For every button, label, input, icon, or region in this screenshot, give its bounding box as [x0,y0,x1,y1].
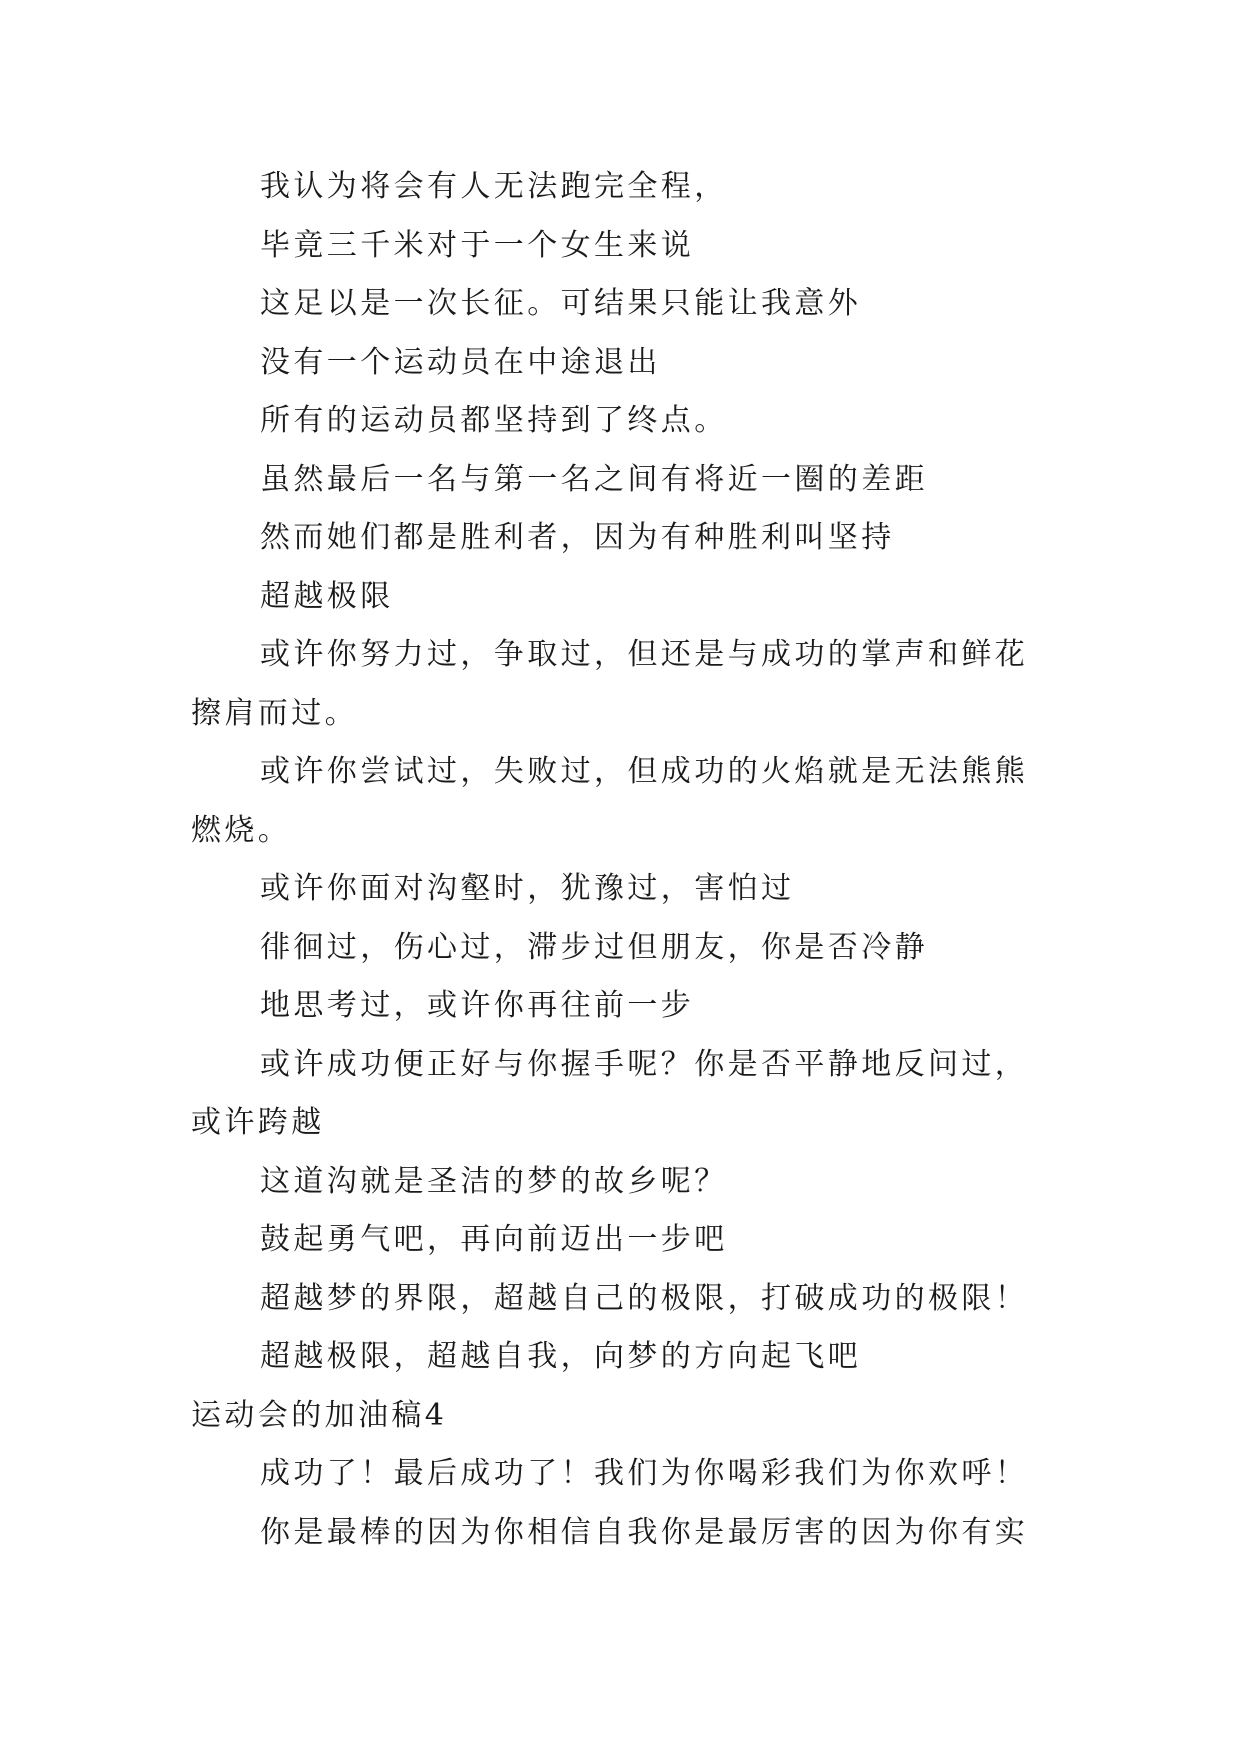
paragraph: 成功了！最后成功了！我们为你喝彩我们为你欢呼！ [260,1456,1029,1491]
paragraph: 鼓起勇气吧，再向前迈出一步吧 [260,1222,728,1257]
paragraph: 或许你努力过，争取过，但还是与成功的掌声和鲜花擦肩而过。 [191,637,1029,731]
document-body [191,158,1061,1562]
paragraph: 徘徊过，伤心过，滞步过但朋友，你是否冷静 [260,929,928,965]
paragraph: 我认为将会有人无法跑完全程， [260,169,728,204]
paragraph: 地思考过，或许你再往前一步 [260,988,695,1023]
paragraph: 这足以是一次长征。可结果只能让我意外 [260,286,862,321]
paragraph: 然而她们都是胜利者，因为有种胜利叫坚持 [260,520,895,555]
paragraph: 或许你尝试过，失败过，但成功的火焰就是无法熊熊燃烧。 [191,754,1029,848]
paragraph: 这道沟就是圣洁的梦的故乡呢？ [260,1163,728,1199]
paragraph: 虽然最后一名与第一名之间有将近一圈的差距 [260,461,928,497]
paragraph: 超越梦的界限，超越自己的极限，打破成功的极限！ [260,1280,1029,1316]
paragraph: 你是最棒的因为你相信自我你是最厉害的因为你有实 [260,1514,1029,1550]
paragraph: 或许你面对沟壑时，犹豫过，害怕过 [260,871,795,906]
section-title: 运动会的加油稿4 [191,1397,448,1433]
paragraph: 毕竟三千米对于一个女生来说 [260,227,695,263]
paragraph: 所有的运动员都坚持到了终点。 [260,403,728,438]
paragraph: 超越极限 [260,578,394,614]
paragraph: 或许成功便正好与你握手呢？你是否平静地反问过，或许跨越 [191,1046,1029,1140]
paragraph: 没有一个运动员在中途退出 [260,344,661,380]
paragraph: 超越极限，超越自我，向梦的方向起飞吧 [260,1339,862,1374]
